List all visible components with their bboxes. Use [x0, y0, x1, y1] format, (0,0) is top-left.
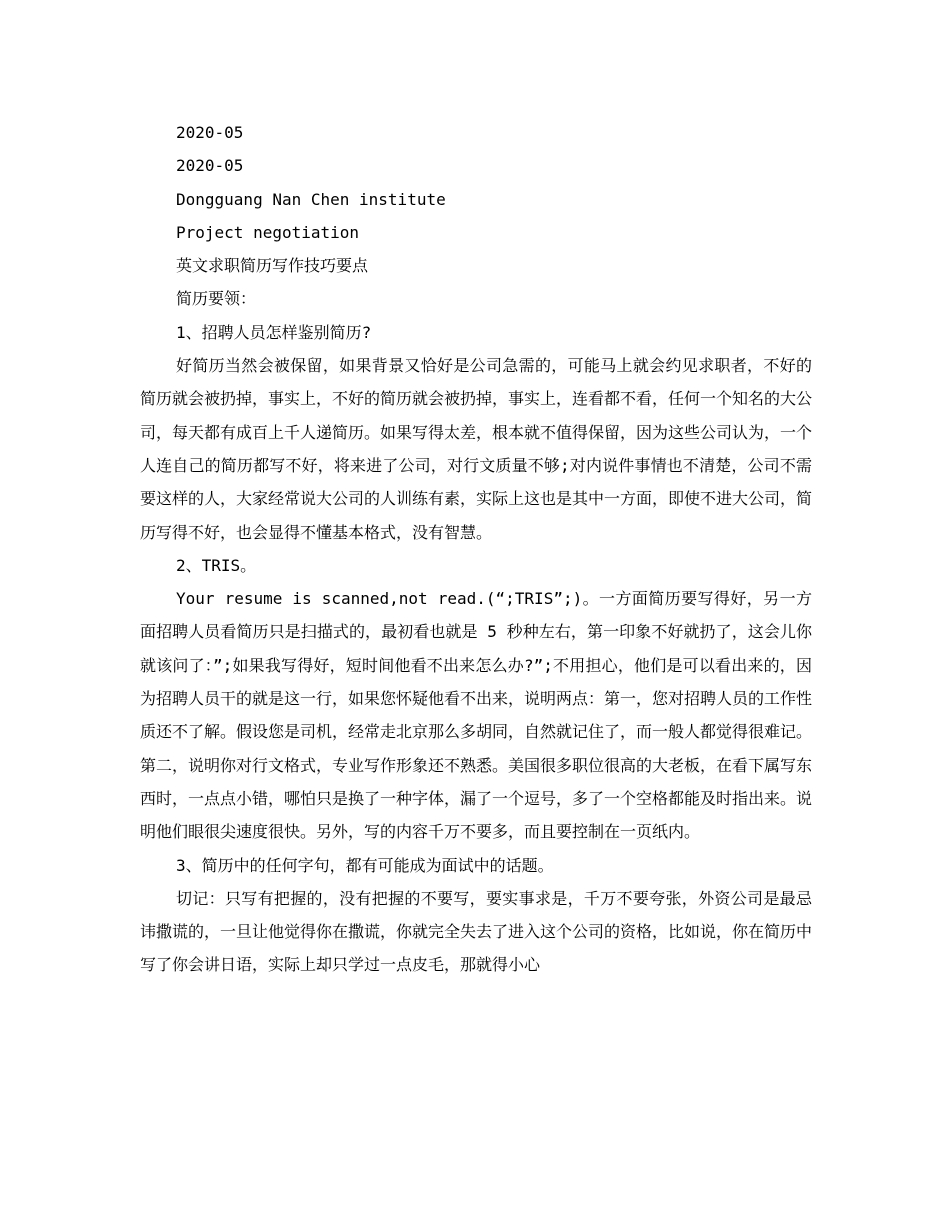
project-line: Project negotiation [176, 222, 360, 242]
section-1-paragraph: 好简历当然会被保留，如果背景又恰好是公司急需的，可能马上就会约见求职者，不好的简历就会被扔掉，事实上，不好的简历就会被扔掉，事实上，连看都不看，任何一个知名的大公司，每天都有成百上千人递简历。如果写得太差，根本就不值得保留，因为这些公司认为，一个人连自己的简历都写不好，将来进了公司，对行文质量不够;对内说件事情也不清楚，公司不需要这样的人，大家经常说大公司的人训练有素，实际上这也是其中一方面，即使不进大公司，简历写得不好，也会显得不懂基本格式，没有智慧。 [140, 356, 813, 542]
document-subtitle: 简历要领： [176, 289, 257, 309]
section-3-heading: 3、简历中的任何字句，都有可能成为面试中的话题。 [176, 855, 554, 875]
date-line-2: 2020-05 [176, 156, 244, 176]
institute-line: Dongguang Nan Chen institute [176, 189, 446, 209]
section-2-paragraph: Your resume is scanned,not read.(“;TRIS”;)。一方面简历要写得好，另一方面招聘人员看简历只是扫描式的，最初看也就是 5 秒种左右，第一印象不好就扔了，这会儿你就该问了：”;如果我写得好，短时间他看不出来怎么办?”;不用担心，他们是可以看出来的，因为招聘人员干的就是这一行，如果您怀疑他看不出来，说明两点：第一，您对招聘人员的工作性质还不了解。假设您是司机，经常走北京那么多胡同，自然就记住了，而一般人都觉得很难记。第二，说明你对行文格式，专业写作形象还不熟悉。美国很多职位很高的大老板，在看下属写东西时，一点点小错，哪怕只是换了一种字体，漏了一个逗号，多了一个空格都能及时指出来。说明他们眼很尖速度很快。另外，写的内容千万不要多，而且要控制在一页纸内。 [140, 589, 813, 842]
section-1-heading: 1、招聘人员怎样鉴别简历? [176, 322, 372, 342]
date-line-1: 2020-05 [176, 123, 244, 142]
section-3-paragraph: 切记：只写有把握的，没有把握的不要写，要实事求是，千万不要夸张，外资公司是最忌讳撒谎的，一旦让他觉得你在撒谎，你就完全失去了进入这个公司的资格，比如说，你在简历中写了你会讲日语，实际上却只学过一点皮毛，那就得小心 [140, 888, 813, 975]
document-title: 英文求职简历写作技巧要点 [176, 256, 369, 276]
document-body [140, 116, 812, 982]
section-2-heading: 2、TRIS。 [176, 555, 257, 575]
